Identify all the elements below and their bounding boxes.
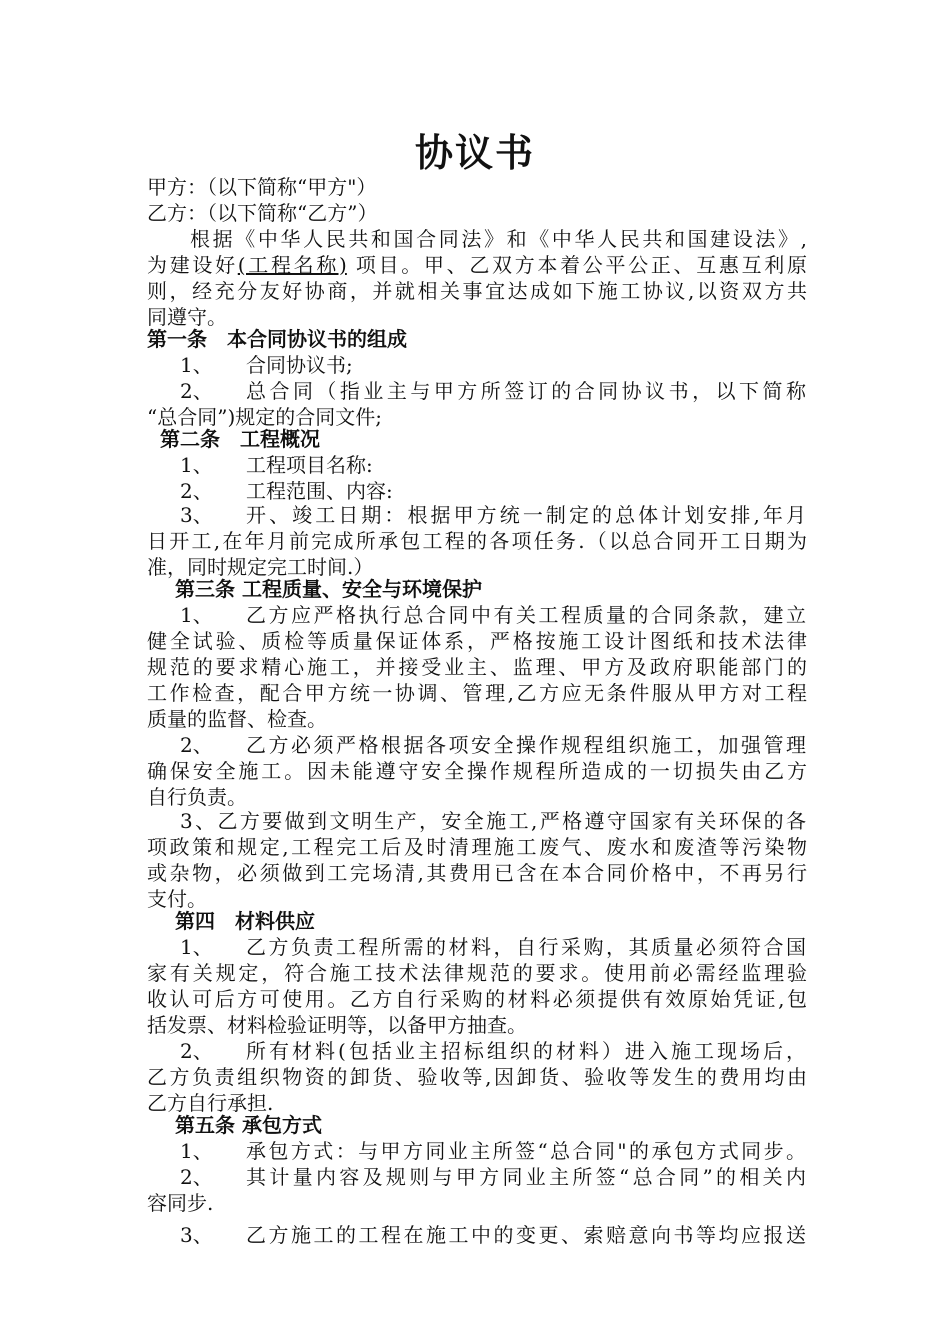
intro-line-1: 根据《中华人民共和国合同法》和《中华人民共和国建设法》, — [190, 227, 807, 251]
section-2-heading: 第二条 工程概况 — [160, 427, 320, 451]
s3-item-1-line-1: 乙方应严格执行总合同中有关工程质量的合同条款，建立 — [246, 603, 806, 627]
intro-prefix: 为建设好 — [147, 253, 238, 277]
s1-item-1-text: 合同协议书; — [246, 353, 353, 377]
s2-item-3-line-2: 日开工,在年月前完成所承包工程的各项任务.（以总合同开工日期为 — [147, 529, 807, 553]
s3-item-3-line-3: 或杂物，必须做到工完场清,其费用已含在本合同价格中，不再另行 — [147, 861, 807, 885]
s3-item-1-line-3: 规范的要求精心施工，并接受业主、监理、甲方及政府职能部门的 — [147, 655, 807, 679]
s4-item-2-line-2: 乙方负责组织物资的卸货、验收等,因卸货、验收等发生的费用均由 — [147, 1065, 807, 1089]
s3-item-1-line-4: 工作检查，配合甲方统一协调、管理,乙方应无条件服从甲方对工程 — [147, 681, 807, 705]
section-5-heading: 第五条 承包方式 — [175, 1113, 322, 1137]
intro-line-2 — [147, 252, 807, 278]
s3-item-3-line-1: 3、乙方要做到文明生产，安全施工,严格遵守国家有关环保的各 — [180, 809, 806, 833]
project-name-placeholder: (工程名称) — [237, 253, 347, 277]
s2-item-3-number: 3、 — [180, 503, 213, 527]
s5-item-2-number: 2、 — [180, 1165, 213, 1189]
s5-item-1-number: 1、 — [180, 1139, 213, 1163]
s1-item-2-number: 2、 — [180, 379, 213, 403]
s1-item-1-number: 1、 — [180, 353, 213, 377]
s1-item-2-line-1: 总合同（指业主与甲方所签订的合同协议书，以下简称 — [246, 379, 806, 403]
s1-item-2-line-2: “总合同”)规定的合同文件; — [147, 405, 382, 429]
party-b-line: 乙方：（以下简称“乙方”） — [147, 201, 378, 225]
intro-line-4: 同遵守。 — [147, 305, 227, 329]
s2-item-1-number: 1、 — [180, 453, 213, 477]
s2-item-1-text: 工程项目名称: — [246, 453, 373, 477]
s2-item-3-line-1: 开、竣工日期：根据甲方统一制定的总体计划安排,年月 — [246, 503, 806, 527]
s3-item-2-line-1: 乙方必须严格根据各项安全操作规程组织施工，加强管理 — [246, 733, 806, 757]
s5-item-2-line-1: 其计量内容及规则与甲方同业主所签“总合同”的相关内 — [246, 1165, 806, 1189]
document-title: 协议书 — [414, 131, 535, 175]
s4-item-1-number: 1、 — [180, 935, 213, 959]
s3-item-2-line-2: 确保安全施工。因未能遵守安全操作规程所造成的一切损失由乙方 — [147, 759, 807, 783]
s3-item-1-line-2: 健全试验、质检等质量保证体系，严格按施工设计图纸和技术法律 — [147, 629, 807, 653]
s4-item-1-line-1: 乙方负责工程所需的材料，自行采购，其质量必须符合国 — [246, 935, 806, 959]
s3-item-1-line-5: 质量的监督、检查。 — [147, 707, 327, 731]
s2-item-2-number: 2、 — [180, 479, 213, 503]
section-1-heading: 第一条 本合同协议书的组成 — [147, 327, 407, 351]
s4-item-1-line-4: 括发票、材料检验证明等，以备甲方抽查。 — [147, 1013, 527, 1037]
s4-item-2-line-1: 所有材料(包括业主招标组织的材料）进入施工现场后， — [246, 1039, 806, 1063]
s5-item-3-line-1: 乙方施工的工程在施工中的变更、索赔意向书等均应报送 — [246, 1223, 806, 1247]
s3-item-3-line-2: 项政策和规定,工程完工后及时清理施工废气、废水和废渣等污染物 — [147, 835, 807, 859]
s2-item-3-line-3: 准，同时规定完工时间.） — [147, 555, 374, 579]
s4-item-1-line-3: 收认可后方可使用。乙方自行采购的材料必须提供有效原始凭证,包 — [147, 987, 807, 1011]
section-4-heading: 第四 材料供应 — [175, 909, 315, 933]
party-a-line: 甲方：（以下简称“甲方"） — [147, 175, 377, 199]
s5-item-1-text: 承包方式：与甲方同业主所签“总合同"的承包方式同步。 — [246, 1139, 806, 1163]
s5-item-2-line-2: 容同步. — [147, 1191, 214, 1215]
s2-item-2-text: 工程范围、内容: — [246, 479, 393, 503]
s4-item-1-line-2: 家有关规定，符合施工技术法律规范的要求。使用前必需经监理验 — [147, 961, 807, 985]
s3-item-2-line-3: 自行负责。 — [147, 785, 247, 809]
intro-suffix: 项目。甲、乙双方本着公平公正、互惠互利原 — [346, 253, 807, 277]
s5-item-3-number: 3、 — [180, 1223, 213, 1247]
section-3-heading: 第三条 工程质量、安全与环境保护 — [175, 577, 482, 601]
s4-item-2-line-3: 乙方自行承担. — [147, 1091, 274, 1115]
s3-item-3-line-4: 支付。 — [147, 887, 207, 911]
s3-item-1-number: 1、 — [180, 603, 213, 627]
s3-item-2-number: 2、 — [180, 733, 213, 757]
intro-line-3: 则，经充分友好协商，并就相关事宜达成如下施工协议,以资双方共 — [147, 279, 807, 303]
s4-item-2-number: 2、 — [180, 1039, 213, 1063]
